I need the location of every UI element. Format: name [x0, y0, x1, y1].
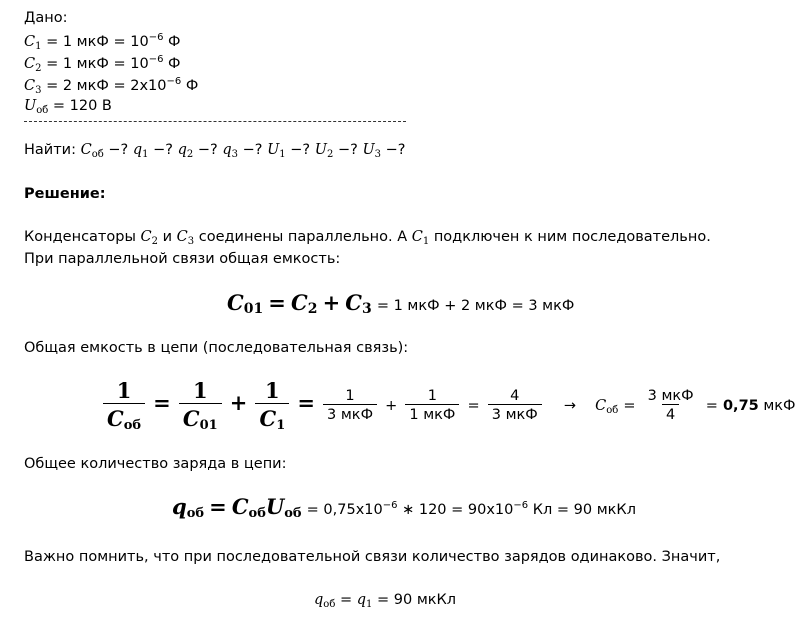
- equation-q1: $q_{об} = q_1 = 90$ мкКл: [314, 592, 457, 610]
- equation-parallel: $C_{01} = C_2 + C_3 = 1$ мкФ + 2 мкФ = 3 мкФ: [227, 290, 575, 317]
- given-c2: $C_2 = 1$ мкФ = $10^{-6}$ Ф: [24, 54, 181, 74]
- text-parallel: При параллельной связи общая емкость:: [24, 251, 341, 267]
- equation-series: $\frac{1}{C_{об}}$ = $\frac{1}{C_{01}}$ + $\frac{1}{C_1}$ = $\frac{1}{\text{3 мкФ}}$ + $\frac{1}{\text{1 мкФ}}$ = $\frac{4}{\text{3 мкФ}}$ → $C_{об}$ = $\frac{\text{3 мкФ}}{4}$ = 0,75 мкФ: [100, 378, 796, 433]
- equation-charge: $q_{об} = C_{об}U_{об} = 0,75x10^{-6}$ ∗ $120 = 90x10^{-6}$ Кл = 90 мкКл: [172, 494, 636, 521]
- text-connection: Конденсаторы $C_2$ и $C_3$ соединены параллельно. А $C_1$ подключен к ним последовательно.: [24, 229, 711, 247]
- text-charge: Общее количество заряда в цепи:: [24, 456, 287, 472]
- find-line: Найти: $C_{об}$ −? $q_1$ −? $q_2$ −? $q_3$ −? $U_1$ −? $U_2$ −? $U_3$ −?: [24, 142, 406, 160]
- text-important: Важно помнить, что при последовательной связи количество зарядов одинаково. Значит,: [24, 549, 721, 565]
- given-title: Дано:: [24, 10, 68, 26]
- solution-heading: Решение:: [24, 186, 106, 202]
- given-c3: $C_3 = 2$ мкФ = $2x10^{-6}$ Ф: [24, 76, 199, 96]
- text-series: Общая емкость в цепи (последовательная связь):: [24, 340, 409, 356]
- given-u: $U_{об} = 120$ В: [24, 98, 112, 116]
- given-c1: $C_1 = 1$ мкФ = $10^{-6}$ Ф: [24, 32, 181, 52]
- separator-line: [24, 121, 406, 122]
